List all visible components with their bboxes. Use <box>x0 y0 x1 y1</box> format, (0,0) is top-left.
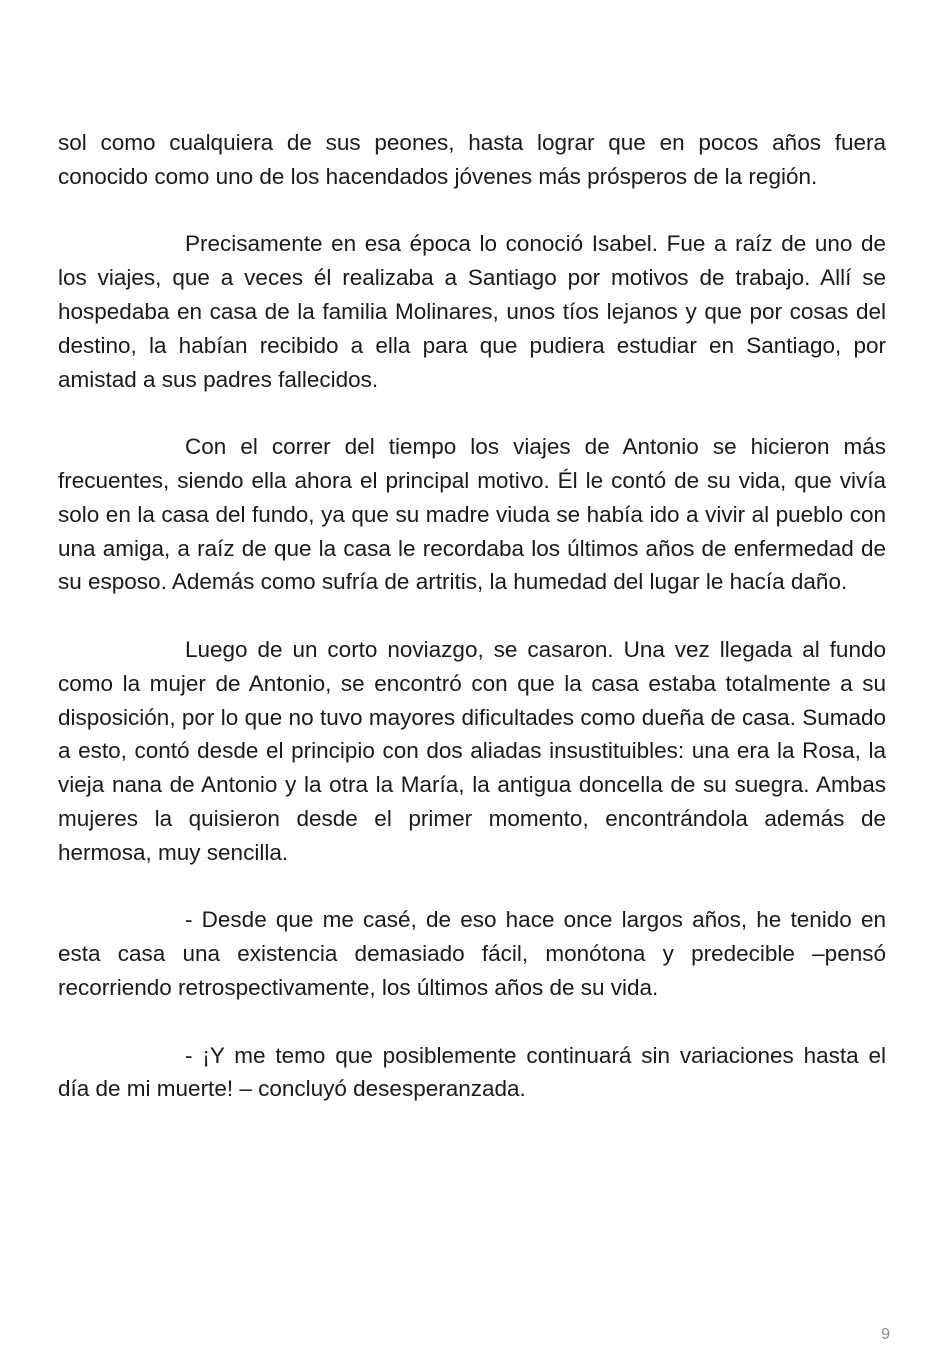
page-body <box>58 126 886 1140</box>
paragraph-marriage: Luego de un corto noviazgo, se casaron. Una vez llegada al fundo como la mujer de Antonio, se encontró con que la casa estaba totalmente a su disposición, por lo que no tuvo mayores dificultades como dueña de casa. Sumado a esto, contó desde el principio con dos aliadas insustituibles: una era la Rosa, la vieja nana de Antonio y la otra la María, la antigua doncella de su suegra. Ambas mujeres la quisieron desde el primer momento, encontrándola además de hermosa, muy sencilla. <box>58 636 886 865</box>
paragraph-continuation: sol como cualquiera de sus peones, hasta lograr que en pocos años fuera conocido como uno de los hacendados jóvenes más prósperos de la región. <box>58 130 886 189</box>
paragraph-dialogue-conclusion: - ¡Y me temo que posiblemente continuará sin variaciones hasta el día de mi muerte! – concluyó desesperanzada. <box>58 1042 886 1102</box>
page-number: 9 <box>881 1326 890 1343</box>
paragraph-dialogue-reflection: - Desde que me casé, de eso hace once largos años, he tenido en esta casa una existencia demasiado fácil, monótona y predecible –pensó recorriendo retrospectivamente, los últimos años de su vida. <box>58 907 886 1000</box>
paragraph-isabel-meets-antonio: Precisamente en esa época lo conoció Isabel. Fue a raíz de uno de los viajes, que a veces él realizaba a Santiago por motivos de trabajo. Allí se hospedaba en casa de la familia Molinares, unos tíos lejanos y que por cosas del destino, la habían recibido a ella para que pudiera estudiar en Santiago, por amistad a sus padres fallecidos. <box>58 231 886 392</box>
paragraph-antonio-trips: Con el correr del tiempo los viajes de Antonio se hicieron más frecuentes, siendo ella ahora el principal motivo. Él le contó de su vida, que vivía solo en la casa del fundo, ya que su madre viuda se había ido a vivir al pueblo con una amiga, a raíz de que la casa le recordaba los últimos años de enfermedad de su esposo. Además como sufría de artritis, la humedad del lugar le hacía daño. <box>58 434 886 595</box>
